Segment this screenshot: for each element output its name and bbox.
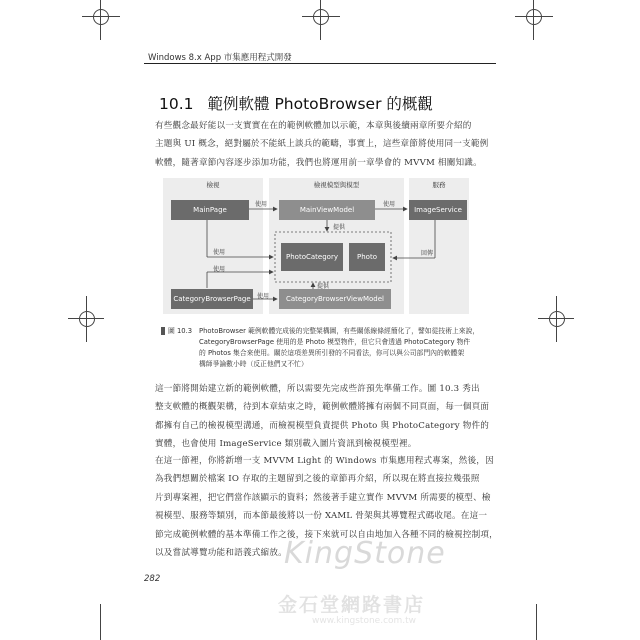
body-paragraph-2 — [155, 380, 489, 454]
paragraph-line: 實體，也會使用 ImageService 類別載入圖片資訊到檢視模型裡。 — [155, 439, 417, 450]
label-provides: 提供 — [317, 283, 330, 290]
label-uses: 使用 — [213, 266, 226, 273]
paragraph-line: 為我們想關於檔案 IO 存取的主題留到之後的章節再介紹，所以現在將直接拉幾張照 — [155, 474, 480, 485]
label-uses: 使用 — [257, 293, 270, 300]
photo-category-box: PhotoCategory — [281, 243, 343, 271]
main-view-model-box: MainViewModel — [279, 200, 375, 220]
label-returns: 回傳 — [421, 250, 434, 257]
column-title-services: 服務 — [432, 181, 446, 189]
paragraph-line: 片到專案裡，把它們當作該顯示的資料；然後著手建立實作 MVVM 所需要的模型、檢 — [155, 492, 491, 503]
section-title: 範例軟體 PhotoBrowser 的概觀 — [207, 95, 433, 113]
paragraph-line: 在這一節裡，你將新增一支 MVVM Light 的 Windows 市集應用程式專案，然後，因 — [155, 456, 494, 466]
paragraph-line: 軟體，隨著章節內容逐步添加功能，我們也將運用前一章學會的 MVVM 相關知識。 — [155, 157, 482, 168]
label-uses: 使用 — [255, 201, 268, 208]
label-provides: 提供 — [333, 224, 346, 231]
watermark-logo: KingStone — [284, 536, 446, 571]
column-title-viewmodels-models: 檢視模型與模型 — [313, 181, 360, 189]
paragraph-line: 有些觀念最好能以一支實實在在的範例軟體加以示範，本章與後續兩章所要介紹的 — [155, 121, 472, 131]
caption-text — [199, 326, 499, 370]
caption-number: 圖 10.3 — [168, 327, 193, 335]
watermark-url: www.kingstone.com.tw — [312, 616, 417, 626]
caption-label — [161, 326, 192, 337]
image-service-box: ImageService — [409, 200, 467, 220]
paragraph-line: 以及嘗試導覽功能和語義式縮放。 — [155, 548, 287, 559]
paragraph-line: 視模型、服務等類別，而本節最後將以一份 XAML 骨架與其導覽程式碼收尾。在這一 — [155, 511, 488, 522]
paragraph-line: 這一節將開始建立新的範例軟體，所以需要先完成些許預先準備工作。圖 10.3 秀出 — [155, 384, 480, 394]
watermark-chinese: 金石堂網路書店 — [278, 594, 426, 616]
running-header: Windows 8.x App 市集應用程式開發 — [148, 53, 292, 63]
photo-box: Photo — [349, 243, 385, 271]
column-title-views: 檢視 — [206, 181, 220, 189]
caption-line: CategoryBrowserPage 使用的是 Photo 模型物件，但它只會透過 PhotoCategory 物件 — [199, 338, 471, 346]
category-browser-view-model-box: CategoryBrowserViewModel — [279, 289, 391, 309]
label-uses: 使用 — [213, 249, 226, 256]
section-heading — [159, 92, 433, 114]
header-divider — [144, 63, 496, 64]
paragraph-line: 節完成範例軟體的基本準備工作之後，接下來就可以自由地加入各種不同的檢視控制項， — [155, 529, 498, 540]
architecture-diagram — [163, 178, 469, 314]
caption-line: PhotoBrowser 範例軟體完成後的完整架構圖，有些關係線條經簡化了，譬如從技術上來說， — [199, 327, 480, 335]
paragraph-line: 主題與 UI 概念，絕對屬於不能紙上談兵的範疇，事實上，這些章節將使用同一支範例 — [155, 139, 489, 150]
section-number: 10.1 — [159, 95, 194, 113]
caption-line: 構師爭論數小時（反正他們又不忙） — [199, 360, 308, 368]
page-number: 282 — [144, 574, 161, 584]
intro-paragraph — [155, 117, 488, 172]
paragraph-line: 整支軟體的概觀架構，待到本章結束之時，範例軟體將擁有兩個不同頁面，每一個頁面 — [155, 402, 490, 413]
category-browser-page-box: CategoryBrowserPage — [171, 289, 253, 309]
caption-line: 的 Photos 集合來使用。關於這項差異所引發的不同看法，你可以與公司部門內的軟體架 — [199, 349, 465, 357]
label-uses: 使用 — [383, 201, 396, 208]
main-page-box: MainPage — [171, 200, 249, 220]
paragraph-line: 都擁有自己的檢視模型溝通，而檢視模型負責提供 Photo 與 PhotoCategory 物件的 — [155, 420, 490, 431]
